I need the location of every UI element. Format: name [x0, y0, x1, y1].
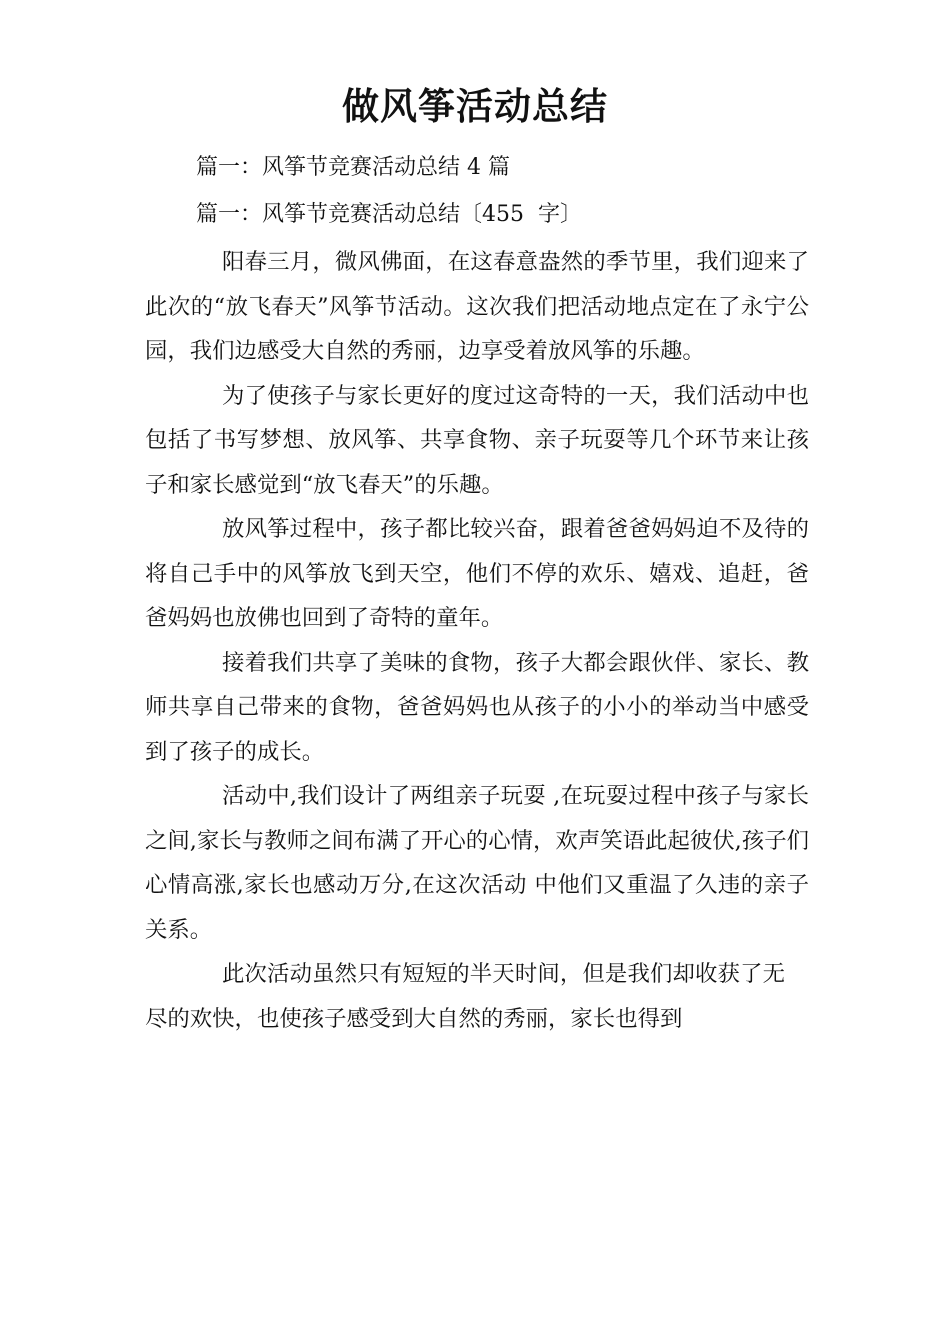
document-body: [145, 240, 809, 1041]
paragraph-6: 此次活动虽然只有短短的半天时间，但是我们却收获了无尽的欢快，也使孩子感受到大自然的秀丽，家长也得到: [145, 961, 785, 1032]
paragraph-3: 放风筝过程中，孩子都比较兴奋，跟着爸爸妈妈迫不及待的将自己手中的风筝放飞到天空，他们不停的欢乐、嬉戏、追赶，爸爸妈妈也放佛也回到了奇特的童年。: [145, 516, 809, 631]
paragraph-4: 接着我们共享了美味的食物，孩子大都会跟伙伴、家长、教师共享自己带来的食物，爸爸妈妈也从孩子的小小的举动当中感受到了孩子的成长。: [145, 649, 809, 765]
document-title: 做风筝活动总结: [342, 85, 608, 128]
paragraph-2: 为了使孩子与家长更好的度过这奇特的一天，我们活动中也包括了书写梦想、放风筝、共享食物、亲子玩耍等几个环节来让孩子和家长感觉到“放飞春天”的乐趣。: [145, 382, 809, 498]
subheading-2: 篇一：风筝节竞赛活动总结〔455 字〕: [196, 202, 582, 227]
subheading-1: 篇一：风筝节竞赛活动总结 4 篇: [196, 155, 510, 180]
paragraph-1: 阳春三月，微风佛面，在这春意盎然的季节里，我们迎来了此次的“放飞春天”风筝节活动。这次我们把活动地点定在了永宁公园，我们边感受大自然的秀丽，边享受着放风筝的乐趣。: [145, 249, 809, 364]
paragraph-5: 活动中,我们设计了两组亲子玩耍 ,在玩耍过程中孩子与家长之间,家长与教师之间布满了开心的心情，欢声笑语此起彼伏,孩子们心情高涨,家长也感动万分,在这次活动 中他们又重温了久违的亲子关系。: [145, 783, 809, 943]
